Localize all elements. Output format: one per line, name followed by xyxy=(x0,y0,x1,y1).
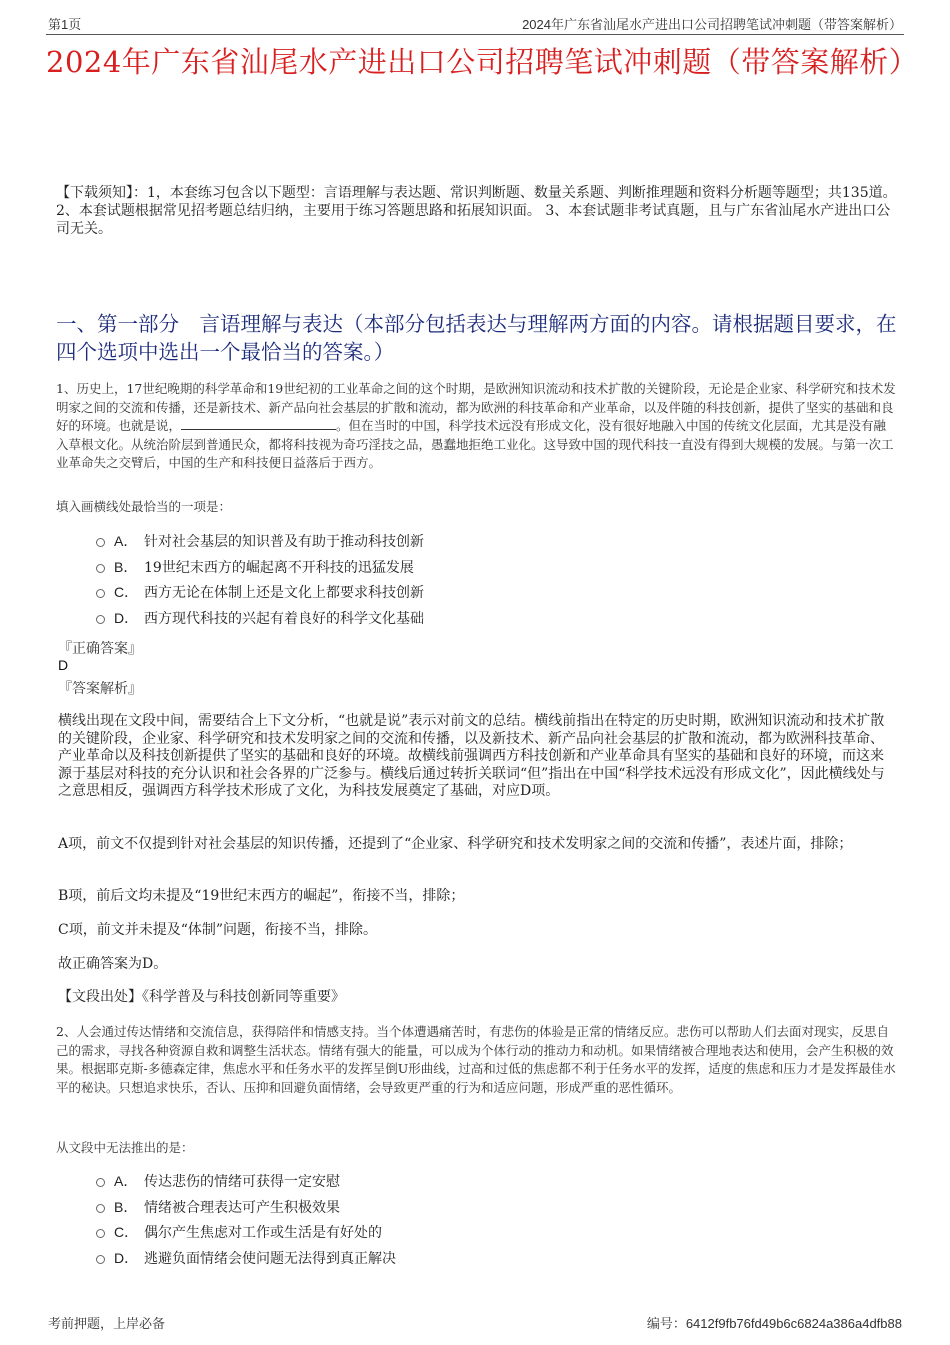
option-a[interactable]: A． 针对社会基层的知识普及有助于推动科技创新 xyxy=(96,529,424,555)
radio-icon[interactable] xyxy=(96,1229,105,1238)
option-b[interactable]: B． 情绪被合理表达可产生积极效果 xyxy=(96,1195,396,1221)
footer-slogan: 考前押题，上岸必备 xyxy=(48,1317,166,1332)
option-c[interactable]: C． 偶尔产生焦虑对工作或生活是有好处的 xyxy=(96,1220,396,1246)
analysis-option-c: C项，前文并未提及“体制”问题，衔接不当，排除。 xyxy=(58,922,378,938)
page-number: 第1页 xyxy=(48,17,82,32)
radio-icon[interactable] xyxy=(96,615,105,624)
question-1-stem xyxy=(56,380,898,473)
question-1-prompt: 填入画横线处最恰当的一项是： xyxy=(56,499,232,514)
document-title: 2024年广东省汕尾水产进出口公司招聘笔试冲刺题（带答案解析） xyxy=(46,45,919,79)
analysis-option-a: A项，前文不仅提到针对社会基层的知识传播，还提到了“企业家、科学研究和技术发明家之间的交流和传播”，表述片面，排除； xyxy=(58,836,853,852)
analysis-option-b: B项，前后文均未提及“19世纪末西方的崛起”，衔接不当，排除； xyxy=(58,888,465,904)
question-2-prompt: 从文段中无法推出的是： xyxy=(56,1140,194,1155)
radio-icon[interactable] xyxy=(96,1255,105,1264)
header-doc-title: 2024年广东省汕尾水产进出口公司招聘笔试冲刺题（带答案解析） xyxy=(522,17,902,32)
question-1-options xyxy=(96,529,424,631)
option-b[interactable]: B． 19世纪末西方的崛起离不开科技的迅猛发展 xyxy=(96,555,424,581)
fill-blank xyxy=(181,417,336,430)
question-2-stem: 2、人会通过传达情绪和交流信息，获得陪伴和情感支持。当个体遭遇痛苦时，有悲伤的体验是正常的情绪反应。悲伤可以帮助人们去面对现实，反思自己的需求，寻找各种资源自救和调整生活状态。情绪有强大的能量，可以成为个体行动的推动力和动机。如果情绪被合理地表达和使用，会产生积极的效果。根据耶克斯-多德森定律，焦虑水平和任务水平的发挥呈倒U形曲线，过高和过低的焦虑都不利于任务水平的发挥，适度的焦虑和压力才是发挥最佳水平的秘诀。只想追求快乐，否认、压抑和回避负面情绪，会导致更严重的行为和适应问题，形成严重的恶性循环。 xyxy=(56,1024,896,1095)
page-header xyxy=(46,14,904,35)
answer-value: D xyxy=(58,657,69,673)
radio-icon[interactable] xyxy=(96,1178,105,1187)
analysis-paragraph: 横线出现在文段中间，需要结合上下文分析，“也就是说”表示对前文的总结。横线前指出在特定的历史时期，欧洲知识流动和技术扩散的关键阶段，企业家、科学研究和技术发明家之间的交流和传播，以及新技术、新产品向社会基层的扩散和流动，都为欧洲科技革命、产业革命以及科技创新提供了坚实的基础和良好的环境。故横线前强调西方科技创新和产业革命具有坚实的基础和良好的环境，而这来源于基层对科技的充分认识和社会各界的广泛参与。横线后通过转折关联词“但”指出在中国“科学技术远没有形成文化”，因此横线处与之意思相反，强调西方科学技术形成了文化，为科技发展奠定了基础，对应D项。 xyxy=(58,713,885,799)
option-c[interactable]: C． 西方无论在体制上还是文化上都要求科技创新 xyxy=(96,580,424,606)
analysis-conclusion: 故正确答案为D。 xyxy=(58,956,168,972)
question-1-stem-before: 1、历史上，17世纪晚期的科学革命和19世纪初的工业革命之间的这个时期，是欧洲知识流动和技术扩散的关键阶段，无论是企业家、科学研究和技术发明家之间的交流和传播，还是新技术、新产品向社会基层的扩散和流动，都为欧洲的科技革命和产业革命，以及伴随的科技创新，提供了坚实的基础和良好的环境。也就是说， xyxy=(56,381,896,433)
section-title: 一、第一部分 言语理解与表达（本部分包括表达与理解两方面的内容。请根据题目要求，在四个选项中选出一个最恰当的答案。） xyxy=(56,312,897,364)
radio-icon[interactable] xyxy=(96,1204,105,1213)
question-2-options xyxy=(96,1169,396,1271)
download-notice: 【下载须知】：1，本套练习包含以下题型：言语理解与表达题、常识判断题、数量关系题、判断推理题和资料分析题等题型；共135道。 2、本套试题根据常见招考题总结归纳，主要用于练习答题思路和拓展知识面。 3、本套试题非考试真题，且与广东省汕尾水产进出口公司无关。 xyxy=(56,185,897,237)
radio-icon[interactable] xyxy=(96,564,105,573)
option-d[interactable]: D． 西方现代科技的兴起有着良好的科学文化基础 xyxy=(96,606,424,632)
option-a[interactable]: A． 传达悲伤的情绪可获得一定安慰 xyxy=(96,1169,396,1195)
analysis-label: 『答案解析』 xyxy=(58,681,142,697)
answer-label: 『正确答案』 xyxy=(58,641,142,657)
question-1-stem-after: 。但在当时的中国，科学技术远没有形成文化，没有很好地融入中国的传统文化层面，尤其是没有融入草根文化。从统治阶层到普通民众，都将科技视为奇巧淫技之品，愚蠢地拒绝工业化。这导致中国的现代科技一直没有得到大规模的发展。与第一次工业革命失之交臂后，中国的生产和科技便日益落后于西方。 xyxy=(56,418,894,470)
source-note: 【文段出处】《科学普及与科技创新同等重要》 xyxy=(58,989,345,1005)
document-code: 编号：6412f9fb76fd49b6c6824a386a4dfb88 xyxy=(646,1316,902,1331)
radio-icon[interactable] xyxy=(96,589,105,598)
option-d[interactable]: D． 逃避负面情绪会使问题无法得到真正解决 xyxy=(96,1246,396,1272)
radio-icon[interactable] xyxy=(96,538,105,547)
